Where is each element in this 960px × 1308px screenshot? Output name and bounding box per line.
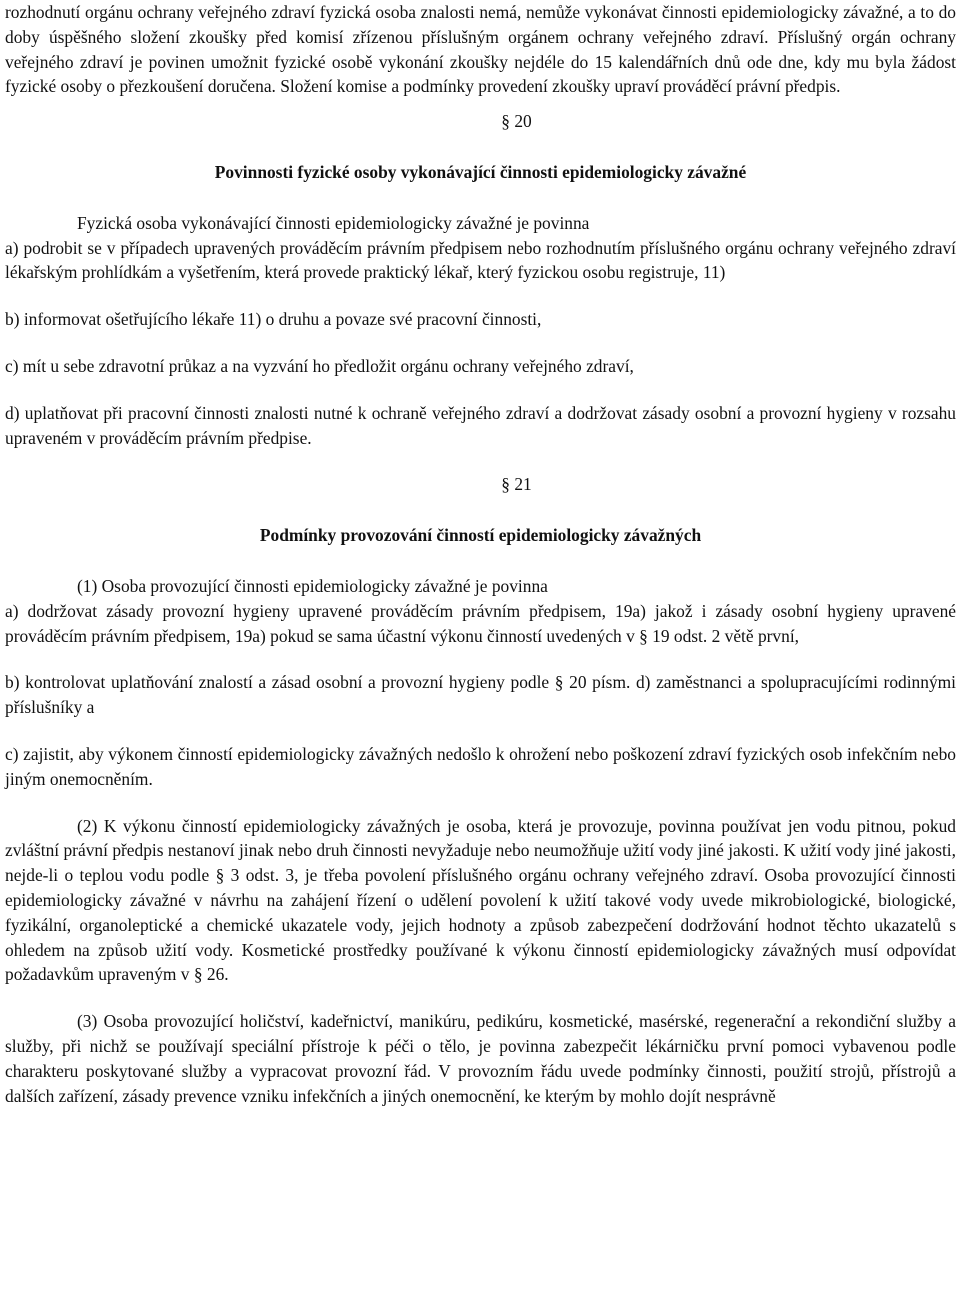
spacer xyxy=(5,185,956,211)
section-20-item-c: c) mít u sebe zdravotní průkaz a na vyzvání ho předložit orgánu ochrany veřejného zdraví, xyxy=(5,355,634,376)
section-20-number: § 20 xyxy=(501,111,532,132)
section-21-lead: (1) Osoba provozující činnosti epidemiologicky závažné je povinna xyxy=(77,575,548,596)
section-20-item-a: a) podrobit se v případech upravených prováděcím právním předpisem nebo rozhodnutím příslušného orgánu ochrany veřejného zdraví lékařským prohlídkám a vyšetřením, která provede praktický lékař, který fyzickou osobu registruje, 11) xyxy=(5,237,956,283)
section-21-title: Podmínky provozování činností epidemiologicky závažných xyxy=(259,525,702,546)
section-21-item-a: a) dodržovat zásady provozní hygieny upravené prováděcím právním předpisem, 19a) jakož i zásady osobní hygieny upravené prováděcím právním předpisem, 19a) pokud se sama účastní výkonu činností uvedených v § 19 odst. 2 větě první, xyxy=(5,600,956,646)
spacer xyxy=(5,134,956,160)
section-20-title: Povinnosti fyzické osoby vykonávající činnosti epidemiologicky závažné xyxy=(214,161,747,182)
section-20-item-d: d) uplatňovat při pracovní činnosti znalosti nutné k ochraně veřejného zdraví a dodržovat zásady osobní a provozní hygieny v rozsahu upraveném v prováděcím právním předpise. xyxy=(5,402,956,448)
spacer xyxy=(5,648,956,670)
section-21-paragraph-2: (2) K výkonu činností epidemiologicky závažných je osoba, která je provozuje, povinna používat jen vodu pitnou, pokud zvláštní právní předpis nestanoví jinak nebo druh činnosti nevyžaduje nebo neumožňuje užití vody jiné jakosti. K užití vody jiné jakosti, nejde-li o teplou vodu podle § 3 odst. 3, je třeba povolení příslušného orgánu ochrany veřejného zdraví. Osoba provozující činnosti epidemiologicky závažné v návrhu na zahájení řízení o udělení povolení k užití takové vody uvede mikrobiologické, biologické, fyzikální, organoleptické a chemické ukazatele vody, jejich hodnoty a způsob zabezpečení dodržování hodnot těchto ukazatelů s ohledem na způsob užití vody. Kosmetické prostředky používané k výkonu činností epidemiologicky závažných musí odpovídat požadavkům upraveným v § 26. xyxy=(5,815,956,985)
section-21-item-b: b) kontrolovat uplatňování znalostí a zásad osobní a provozní hygieny podle § 20 písm. d) zaměstnanci a spolupracujícími rodinnými příslušníky a xyxy=(5,672,956,718)
spacer xyxy=(5,792,956,814)
spacer xyxy=(5,720,956,742)
spacer xyxy=(5,987,956,1009)
section-21-item-c: c) zajistit, aby výkonem činností epidemiologicky závažných nedošlo k ohrožení nebo poškození zdraví fyzických osob infekčním nebo jiným onemocněním. xyxy=(5,743,956,789)
section-20-item-b: b) informovat ošetřujícího lékaře 11) o druhu a povaze své pracovní činnosti, xyxy=(5,309,542,330)
section-21-paragraph-3: (3) Osoba provozující holičství, kadeřnictví, manikúru, pedikúru, kosmetické, masérské, regenerační a rekondiční služby a služby, při nichž se používají speciální přístroje k péči o tělo, je povinna zabezpečit lékárničku první pomoci vybavenou podle charakteru poskytované služby a vypracovat provozní řád. V provozním řádu uvede podmínky činnosti, použití strojů, přístrojů a dalších zařízení, zásady prevence vzniku infekčních a jiných onemocnění, ke kterým by mohlo dojít nesprávně xyxy=(5,1011,956,1106)
spacer xyxy=(5,548,956,574)
spacer xyxy=(5,99,956,109)
spacer xyxy=(5,332,956,354)
spacer xyxy=(5,497,956,523)
section-21-number: § 21 xyxy=(501,474,532,495)
intro-paragraph: rozhodnutí orgánu ochrany veřejného zdraví fyzická osoba znalosti nemá, nemůže vykonávat činnosti epidemiologicky závažné, a to do doby úspěšného složení zkoušky před komisí zřízenou příslušným orgánem ochrany veřejného zdraví. Příslušný orgán ochrany veřejného zdraví je povinen umožnit fyzické osobě vykonání zkoušky nejdéle do 15 kalendářních dnů ode dne, kdy mu byla žádost fyzické osoby o přezkoušení doručena. Složení komise a podmínky provedení zkoušky upraví prováděcí právní předpis. xyxy=(5,2,956,97)
spacer xyxy=(5,379,956,401)
spacer xyxy=(5,285,956,307)
section-20-lead: Fyzická osoba vykonávající činnosti epidemiologicky závažné je povinna xyxy=(77,212,590,233)
spacer xyxy=(5,450,956,472)
document-page xyxy=(5,0,956,1108)
